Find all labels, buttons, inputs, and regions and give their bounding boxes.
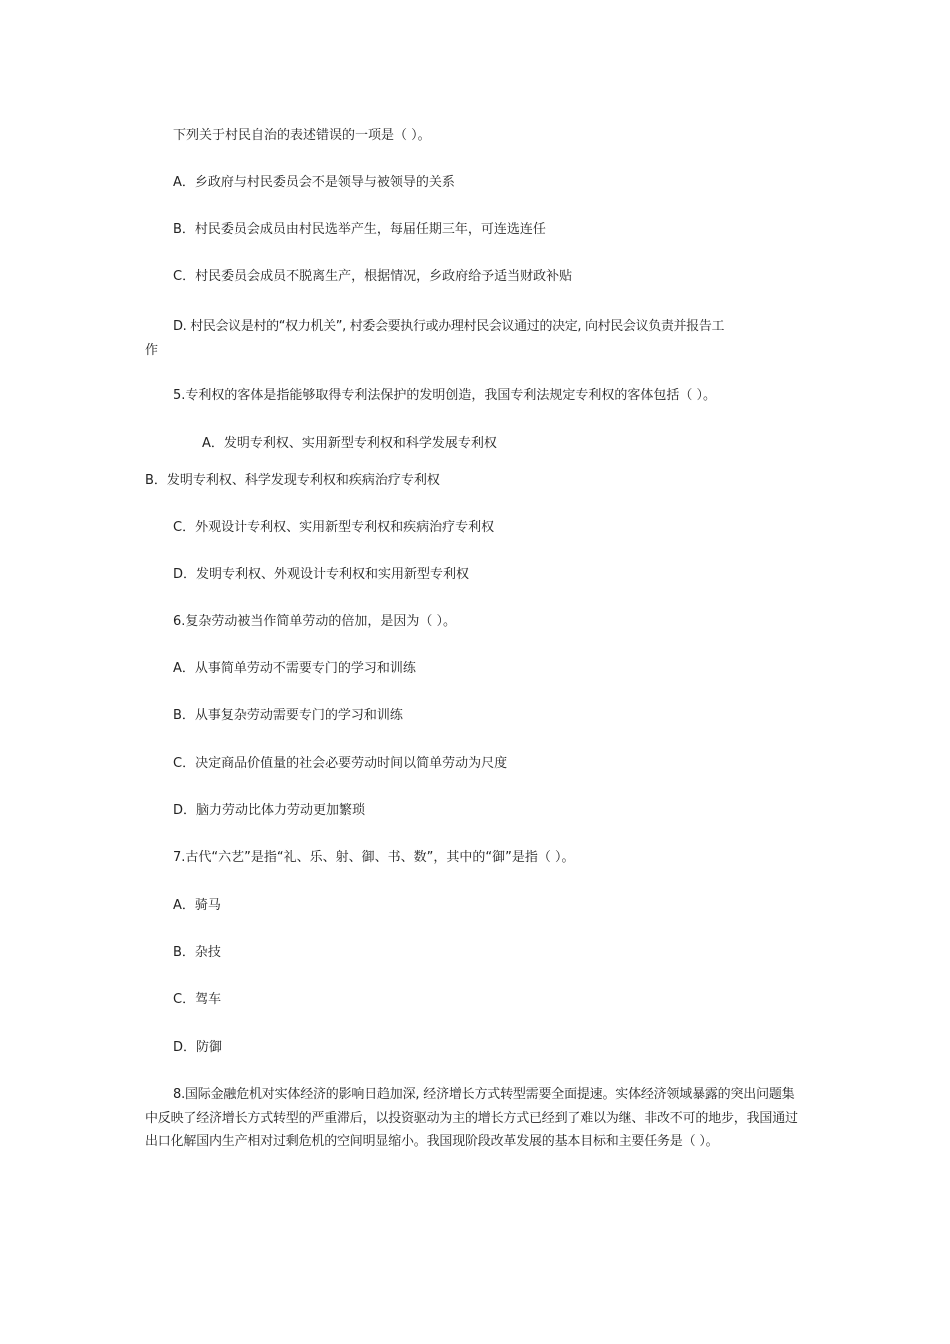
q5-option-a: A．发明专利权、实用新型专利权和科学发展专利权	[202, 436, 497, 451]
q4-option-d-continued: 作	[145, 343, 159, 358]
q7-option-d: D．防御	[173, 1040, 223, 1055]
q8-stem: 8.国际金融危机对实体经济的影响日趋加深, 经济增长方式转型需要全面提速。实体经济领域暴露的突出问题集中反映了经济增长方式转型的严重滞后，以投资驱动为主的增长方式已经到了难以为继、非改不可的地步，我国通过出口化解国内生产相对过剩危机的空间明显缩小。我国现阶段改革发展的基本目标和主要任务是（ ）。	[145, 1087, 798, 1149]
q4-stem: 下列关于村民自治的表述错误的一项是（ ）。	[173, 128, 431, 143]
q4-option-c: C．村民委员会成员不脱离生产，根据情况，乡政府给予适当财政补贴	[173, 269, 573, 284]
q6-option-a: A．从事简单劳动不需要专门的学习和训练	[173, 661, 416, 676]
q4-option-d: D. 村民会议是村的“权力机关”, 村委会要执行或办理村民会议通过的决定, 向村民会议负责并报告工	[173, 319, 725, 334]
q4-option-a: A．乡政府与村民委员会不是领导与被领导的关系	[173, 175, 455, 190]
q6-option-b: B．从事复杂劳动需要专门的学习和训练	[173, 708, 403, 723]
q7-option-a: A．骑马	[173, 898, 221, 913]
q5-option-b: B．发明专利权、科学发现专利权和疾病治疗专利权	[145, 473, 440, 488]
q6-stem: 6.复杂劳动被当作简单劳动的倍加，是因为（ ）。	[173, 614, 457, 629]
q5-option-d: D．发明专利权、外观设计专利权和实用新型专利权	[173, 567, 470, 582]
q6-option-c: C．决定商品价值量的社会必要劳动时间以简单劳动为尺度	[173, 756, 508, 771]
q5-stem: 5.专利权的客体是指能够取得专利法保护的发明创造，我国专利法规定专利权的客体包括（ ）。	[173, 388, 717, 403]
q7-stem: 7.古代“六艺”是指“礼、乐、射、御、书、数”，其中的“御”是指（ ）。	[173, 850, 575, 865]
q7-option-b: B．杂技	[173, 945, 221, 960]
q6-option-d: D．脑力劳动比体力劳动更加繁琐	[173, 803, 366, 818]
q4-option-b: B．村民委员会成员由村民选举产生，每届任期三年，可连选连任	[173, 222, 546, 237]
q7-option-c: C．驾车	[173, 992, 222, 1007]
q5-option-c: C．外观设计专利权、实用新型专利权和疾病治疗专利权	[173, 520, 495, 535]
